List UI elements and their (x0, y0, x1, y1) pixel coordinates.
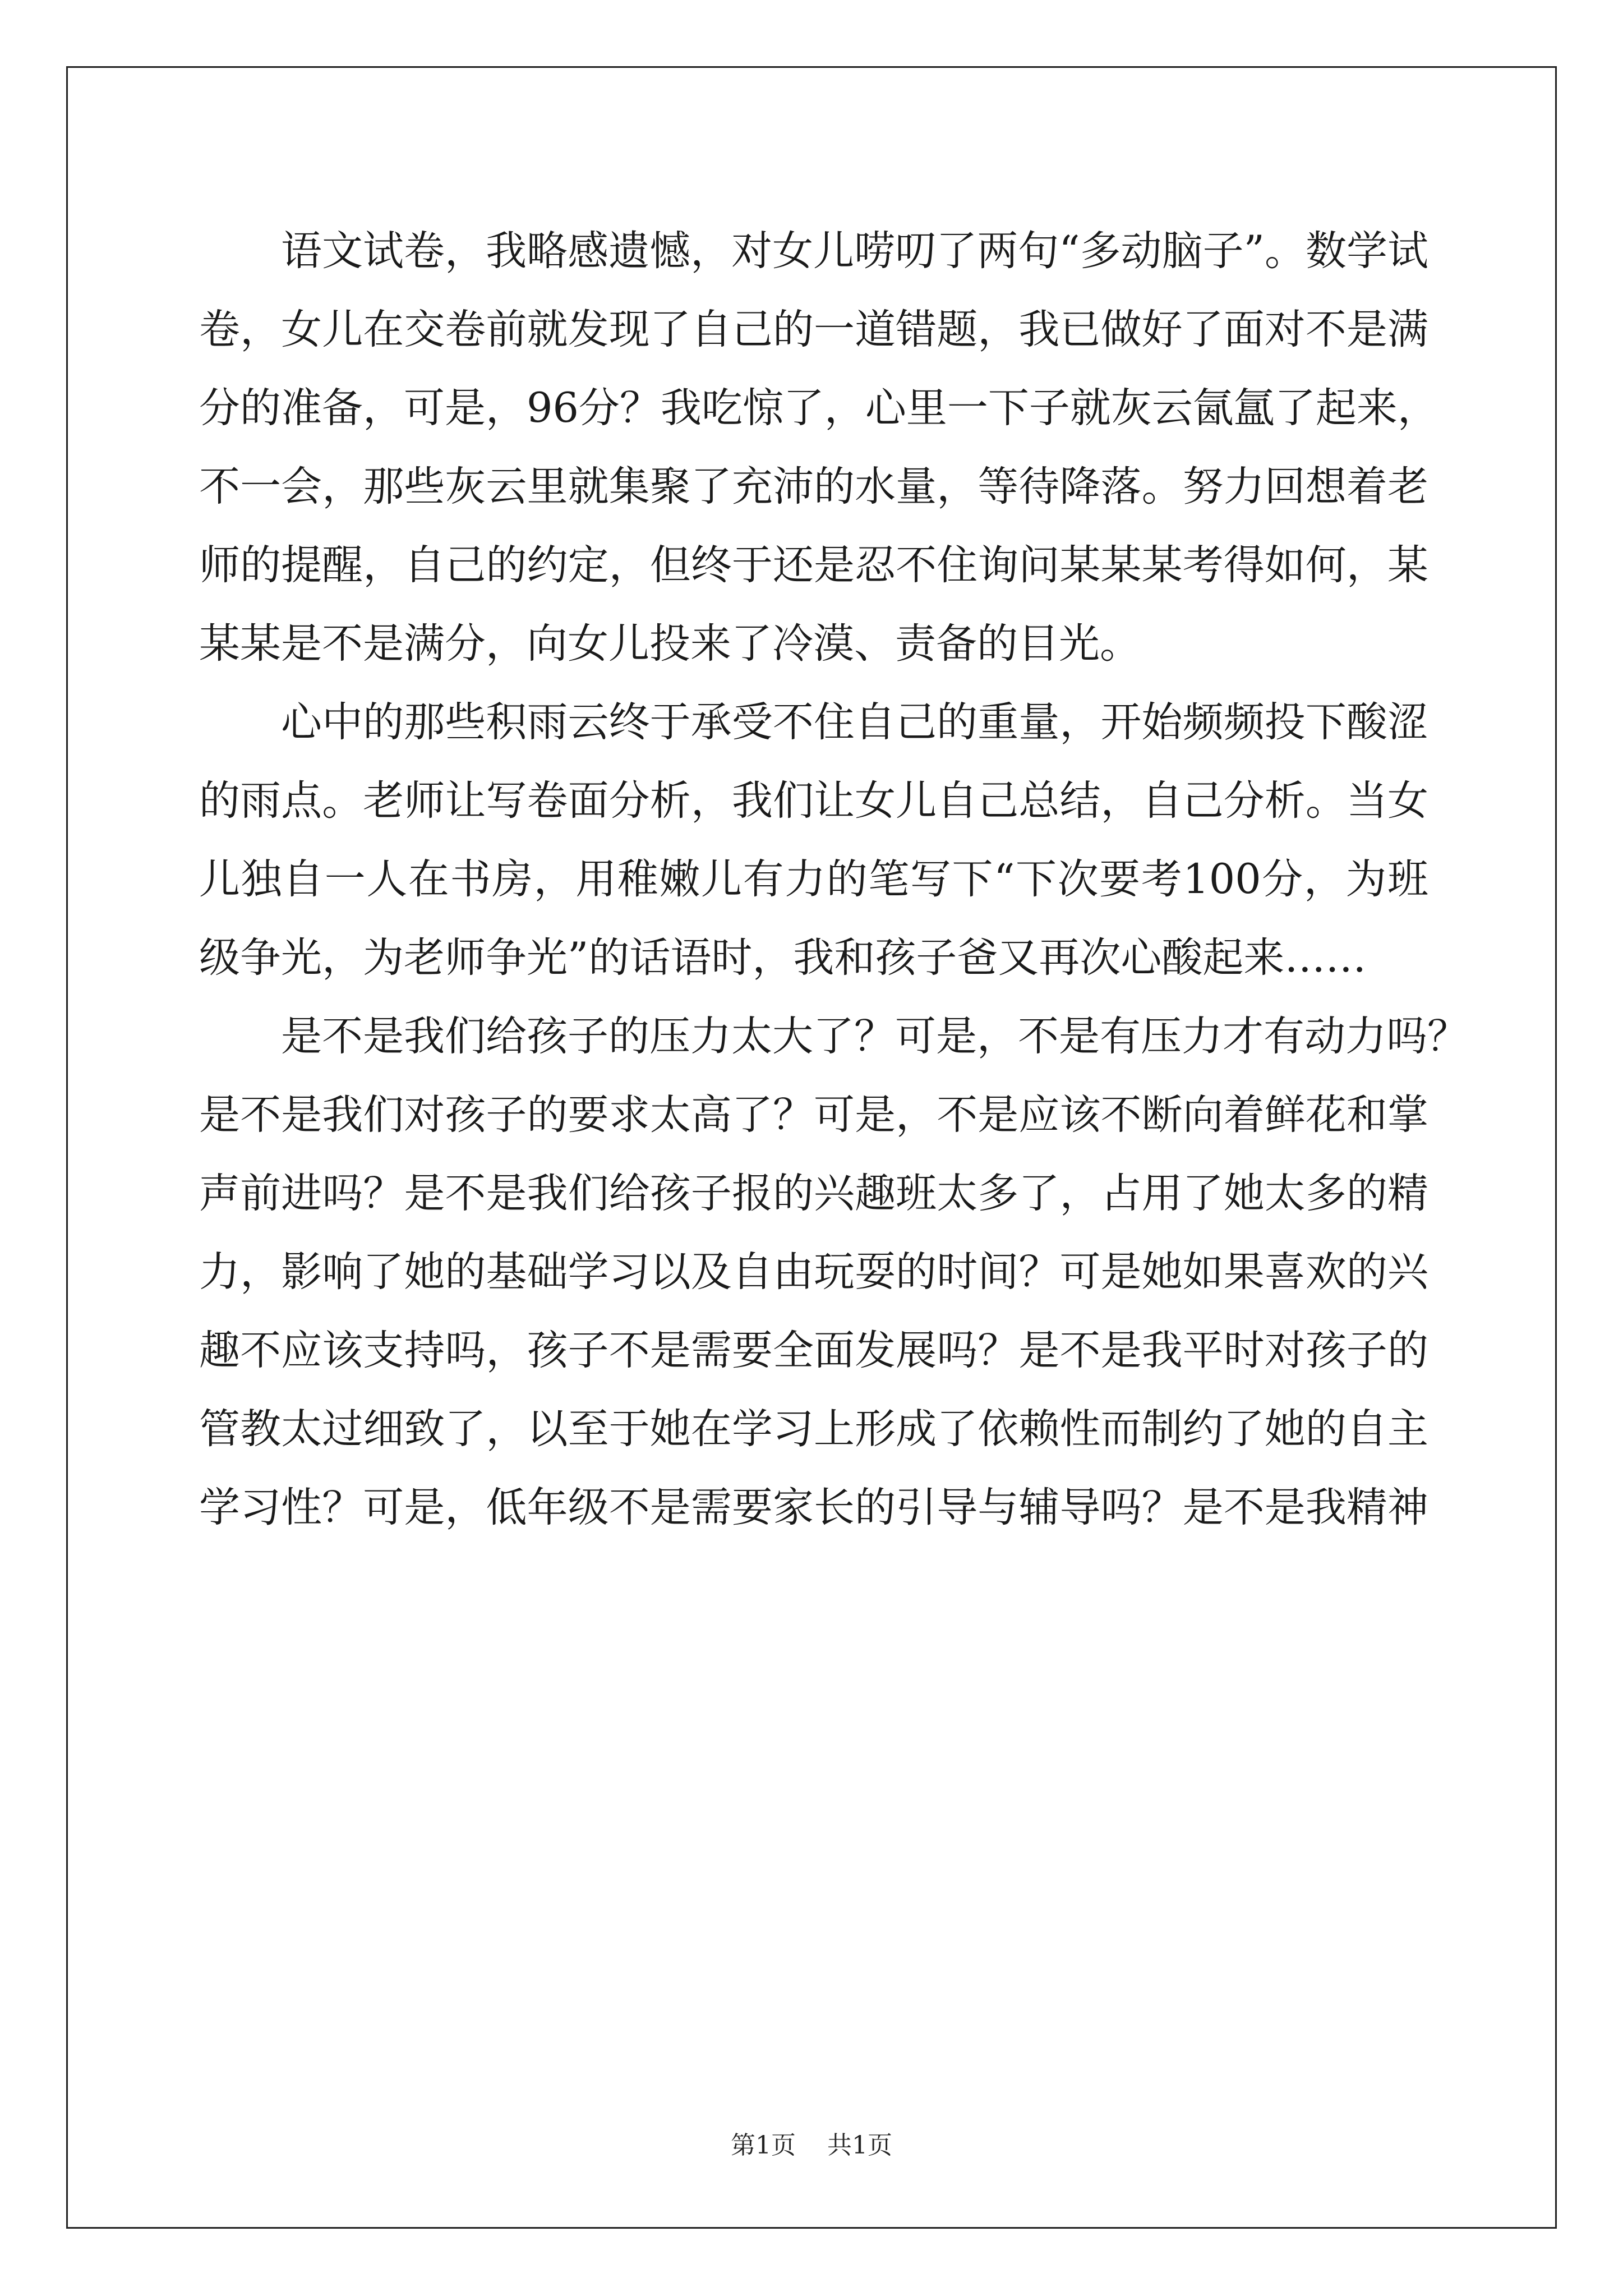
text-line: 趣不应该支持吗，孩子不是需要全面发展吗？是不是我平时对孩子的 (199, 1327, 1428, 1374)
text-line: 力，影响了她的基础学习以及自由玩耍的时间？可是她如果喜欢的兴 (199, 1248, 1428, 1296)
text-line: 卷，女儿在交卷前就发现了自己的一道错题，我已做好了面对不是满 (199, 306, 1428, 353)
text-line: 管教太过细致了，以至于她在学习上形成了依赖性而制约了她的自主 (199, 1405, 1428, 1453)
page-number-footer: 第1页 共1页 (731, 2131, 892, 2160)
text-line: 师的提醒，自己的约定，但终于还是忍不住询问某某某考得如何，某 (199, 541, 1428, 589)
text-line: 分的准备，可是，96分？我吃惊了，心里一下子就灰云氤氲了起来， (199, 384, 1438, 432)
text-line: 是不是我们对孩子的要求太高了？可是，不是应该不断向着鲜花和掌 (199, 1091, 1428, 1139)
text-line: 心中的那些积雨云终于承受不住自己的重量，开始频频投下酸涩 (281, 698, 1428, 746)
text-line: 儿独自一人在书房，用稚嫩儿有力的笔写下“下次要考100分，为班 (199, 855, 1428, 903)
text-line: 学习性？可是，低年级不是需要家长的引导与辅导吗？是不是我精神 (199, 1484, 1428, 1531)
text-line: 语文试卷，我略感遗憾，对女儿唠叨了两句“多动脑子”。数学试 (281, 227, 1428, 275)
text-line: 的雨点。老师让写卷面分析，我们让女儿自己总结，自己分析。当女 (199, 777, 1428, 825)
text-line: 声前进吗？是不是我们给孩子报的兴趣班太多了，占用了她太多的精 (199, 1170, 1428, 1217)
text-line: 不一会，那些灰云里就集聚了充沛的水量，等待降落。努力回想着老 (199, 463, 1428, 510)
text-line: 级争光，为老师争光”的话语时，我和孩子爸又再次心酸起来…… (199, 934, 1367, 982)
text-line: 是不是我们给孩子的压力太大了？可是，不是有压力才有动力吗？ (281, 1013, 1468, 1060)
text-line: 某某是不是满分，向女儿投来了冷漠、责备的目光。 (199, 620, 1141, 668)
